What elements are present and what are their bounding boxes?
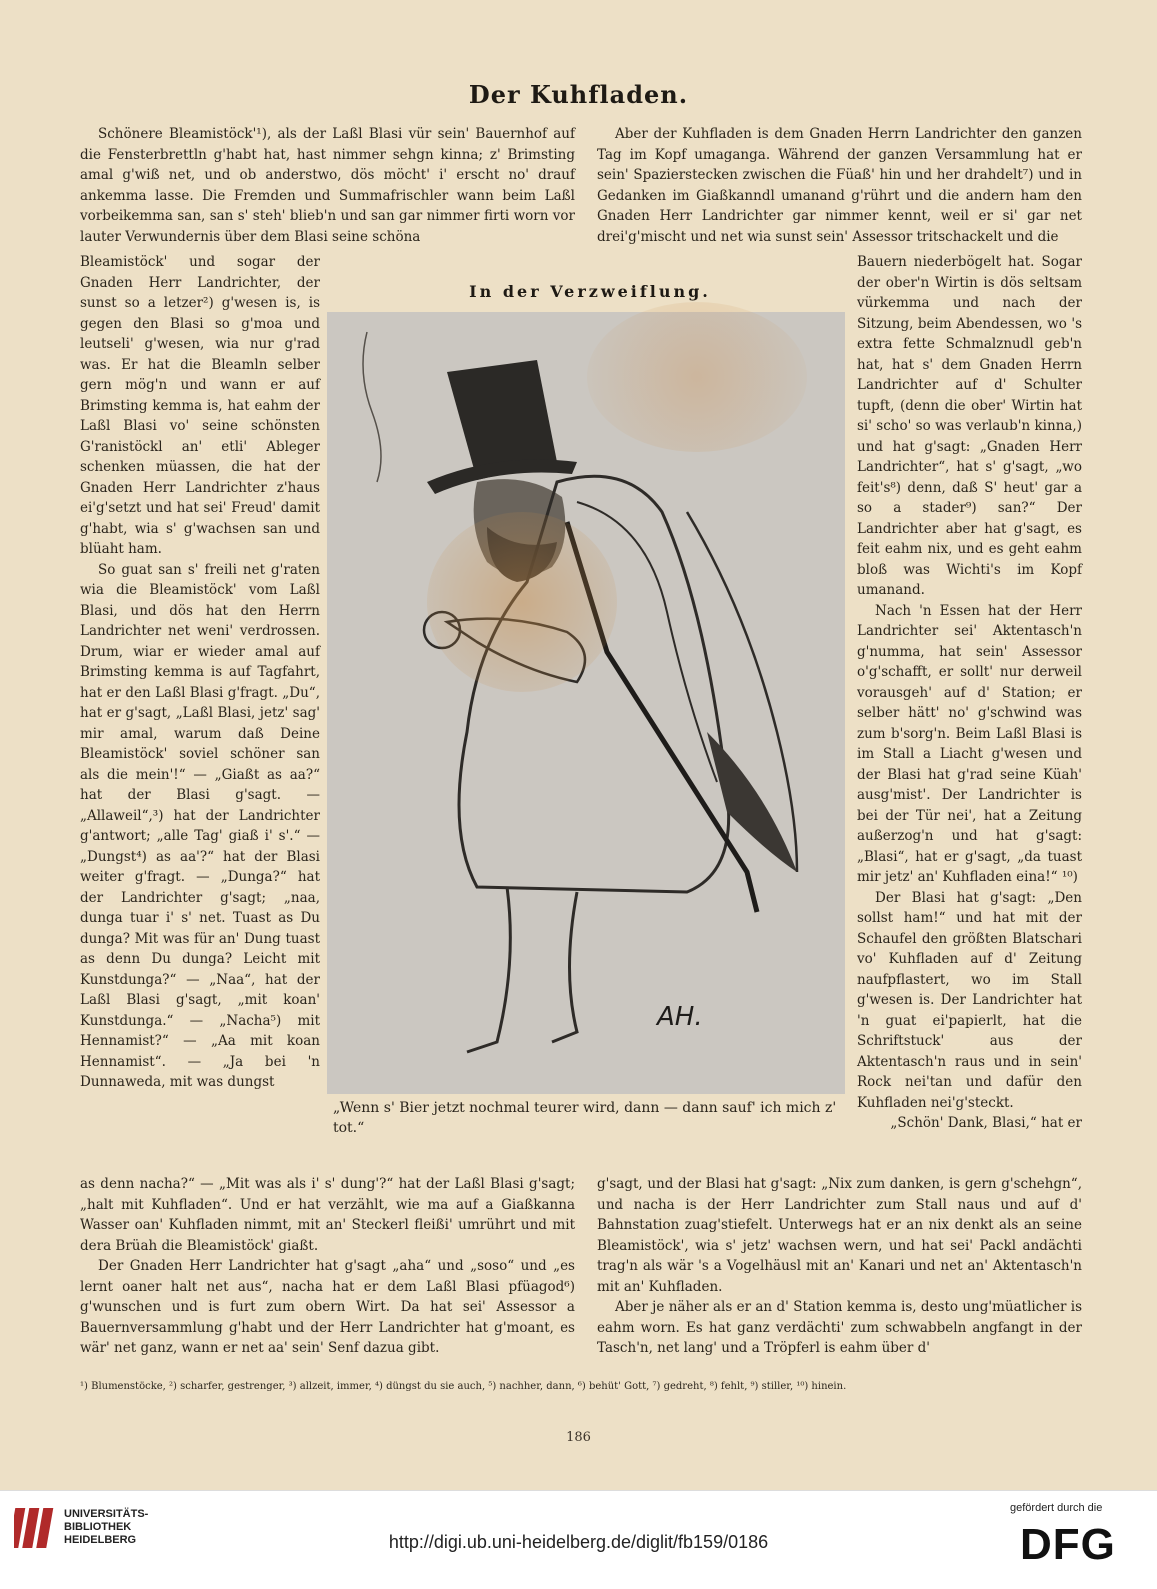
paragraph: Aber der Kuhfladen is dem Gnaden Herrn Landrichter den ganzen Tag im Kopf umaganga. Während der ganzen Versammlung hat er sein' Spazierstecken zwischen die Füaß' hin und her drahdelt⁷) und in Gedanken im Giaßkanndl umanand g'rührt und die andern ham den Gnaden Herr Landrichter gar nimmer kennt, weil er si' gar net drei'g'mischt und net wia sunst sein' Assessor tritschackelt und die [597,126,1082,245]
right-column-middle [857,252,1082,1134]
left-column-middle [80,252,320,1093]
paragraph: Aber je näher als er an d' Station kemma is, desto ung'müatlicher is eahm worn. Es hat ganz verdächti' zum schwabbeln angfangt in der Tasch'n, net lang' und a Tröpferl is eahm über d' [597,1299,1082,1356]
paragraph: „Schön' Dank, Blasi,“ hat er [890,1115,1082,1131]
artist-signature: AH. [657,1002,703,1032]
institution-line: HEIDELBERG [64,1534,137,1546]
paragraph: Der Gnaden Herr Landrichter hat g'sagt „aha“ und „soso“ und „es lernt oaner halt net aus“, nacha hat er dem Laßl Blasi pfüagod⁶) g'wunschen und is furt zum obern Wirt. Da hat sei' Assessor a Bauernversammlung g'habt und der Herr Landrichter hat g'moant, es wär' net ganz, wann er net aa' sein' Senf dazua gibt. [80,1258,575,1356]
paragraph: g'sagt, und der Blasi hat g'sagt: „Nix zum danken, is gern g'schehgn“, und nacha is der Herr Landrichter zum Stall naus und auf d' Bahnstation zuag'stiefelt. Unterwegs hat er an nix denkt als an seine Bleamistöck', wia s' jetz' wachsen wern, und hat sei' Packl andächti trag'n als wär 's a Vogelhäusl mit an' Kanari und net an' Aktentasch'n mit an' Kuhfladen. [597,1176,1082,1295]
water-stain [427,512,617,692]
illustration [327,312,845,1094]
right-column-top [597,124,1082,247]
paragraph: Nach 'n Essen hat der Herr Landrichter sei' Aktentasch'n g'numma, hat sein' Assessor o'g'schafft, er sollt' nur derweil vorausgeh' auf d' Station; er selber hätt' no' g'schwind was zum b'sorg'n. Beim Laßl Blasi is im Stall a Liacht g'wesen und der Blasi hat g'rad seine Küah' ausg'mist'. Der Landrichter is bei der Tür nei', hat a Zeitung außerzog'n und hat g'sagt: „Blasi“, hat er g'sagt, „da tuast mir jetz' an' Kuhfladen eina!“ ¹⁰) [857,602,1082,885]
paragraph: So guat san s' freili net g'raten wia die Bleamistöck' vom Laßl Blasi, und dös hat den Herrn Landrichter net weni' verdrossen. Drum, wiar er wieder amal auf Brimsting kemma is auf Tagfahrt, hat er den Laßl Blasi g'fragt. „Du“, hat er g'sagt, „Laßl Blasi, jetz' sag' mir amal, warum daß Deine Bleamistöck' soviel schöner san als die mein'!“ — „Giaßt as aa?“ hat der Blasi g'sagt. — „Allaweil“,³) hat der Landrichter g'antwort; „alle Tag' giaß i' s'.“ — „Dungst⁴) as aa'?“ hat der Blasi weiter g'fragt. — „Dunga?“ hat der Landrichter g'sagt; „naa, dunga tuar i' s' net. Tuast as Du dunga? Mit was für an' Dung tuast as denn Du dunga? Leicht mit Kunstdunga?“ — „Naa“, hat der Laßl Blasi g'sagt, „mit koan' Kunstdunga.“ — „Nacha⁵) mit Hennamist?“ — „Aa mit koan Hennamist“. — „Ja bei 'n Dunnaweda, mit was dungst [80,561,320,1090]
funding-label: gefördert durch die [1010,1502,1103,1514]
paragraph: as denn nacha?“ — „Mit was als i' s' dung'?“ hat der Laßl Blasi g'sagt; „halt mit Kuhfladen“. Und er hat verzählt, wie ma auf a Giaßkanna Wasser oan' Kuhfladen nimmt, mit an' Steckerl fleißi' umrührt und mit dera Brüah die Bleamistöck' giaßt. [80,1176,575,1254]
left-column-bottom [80,1174,575,1359]
paragraph: Bleamistöck' und sogar der Gnaden Herr Landrichter, der sunst so a letzer²) g'wesen is, is gegen den Blasi so g'moa und leutseli' g'wesen, wia nur g'rad was. Er hat die Bleamln selber gern mög'n und wann er auf Brimsting kemma is, hat eahm der Laßl Blasi vo' seine schönsten G'ranistöckl an' etli' Ableger schenken müassen, die hat der Gnaden Herr Landrichter z'haus ei'g'setzt und hat sei' Freud' damit g'habt, wia s' g'wachsen san und blüaht ham. [80,254,320,557]
paragraph: Der Blasi hat g'sagt: „Den sollst ham!“ und hat mit der Schaufel den größten Blatschari vo' Kuhfladen auf d' Zeitung naufpflastert, wo im Stall g'wesen is. Der Landrichter hat 'n guat ei'papierlt, hat die Schriftstuck' aus der Aktentasch'n raus und in sein' Rock nei'tan und dafür den Kuhfladen nei'g'steckt. [857,889,1082,1111]
institution-line: BIBLIOTHEK [64,1521,132,1533]
right-column-bottom [597,1174,1082,1359]
footnotes: ¹) Blumenstöcke, ²) scharfer, gestrenger, ³) allzeit, immer, ⁴) düngst du sie auch, ⁵) nachher, dann, ⁶) behüt' Gott, ⁷) gedreht, ⁸) fehlt, ⁹) stiller, ¹⁰) hinein. [80,1381,847,1392]
page-number: 186 [566,1430,591,1445]
institution-line: UNIVERSITÄTS- [64,1508,149,1520]
left-column-top [80,124,575,247]
permalink[interactable]: http://digi.ub.uni-heidelberg.de/diglit/fb159/0186 [388,1532,769,1552]
dfg-logo[interactable]: DFG [1020,1520,1116,1569]
paragraph: Bauern niederbögelt hat. Sogar der ober'n Wirtin is dös seltsam vürkemma und nach der Sitzung, beim Abendessen, wo 's extra fette Schmalznudl geb'n hat, hat s' dem Gnaden Herrn Landrichter auf d' Schulter tupft, (denn die ober' Wirtin hat si' scho' so was verlaub'n kinna,) und hat g'sagt: „Gnaden Herr Landrichter“, hat s' g'sagt, „wo feit's⁸) denn, daß S' heut' gar a so a stader⁹) san?“ Der Landrichter aber hat g'sagt, es feit eahm nix, und es geht eahm bloß was Wichti's im Kopf umanand. [857,254,1082,598]
illustration-caption: „Wenn s' Bier jetzt nochmal teurer wird, dann — dann sauf' ich mich z' tot.“ [333,1100,837,1136]
paragraph: Schönere Bleamistöck'¹), als der Laßl Blasi vür sein' Bauernhof auf die Fensterbrettln g'habt hat, hast nimmer sehgn kinna; z' Brimsting amal g'wiß net, und ob anderstwo, dös möcht' i' erscht no' drauf ankemma lasse. Die Fremden und Summafrischler wann beim Laßl vorbeikemma san, san s' steh' blieb'n und san gar nimmer firti worn vor lauter Verwundernis über dem Blasi seine schöna [80,126,575,245]
water-stain [587,302,807,452]
illustration-heading: In der Verzweiflung. [469,282,711,301]
article-title: Der Kuhfladen. [468,80,689,109]
